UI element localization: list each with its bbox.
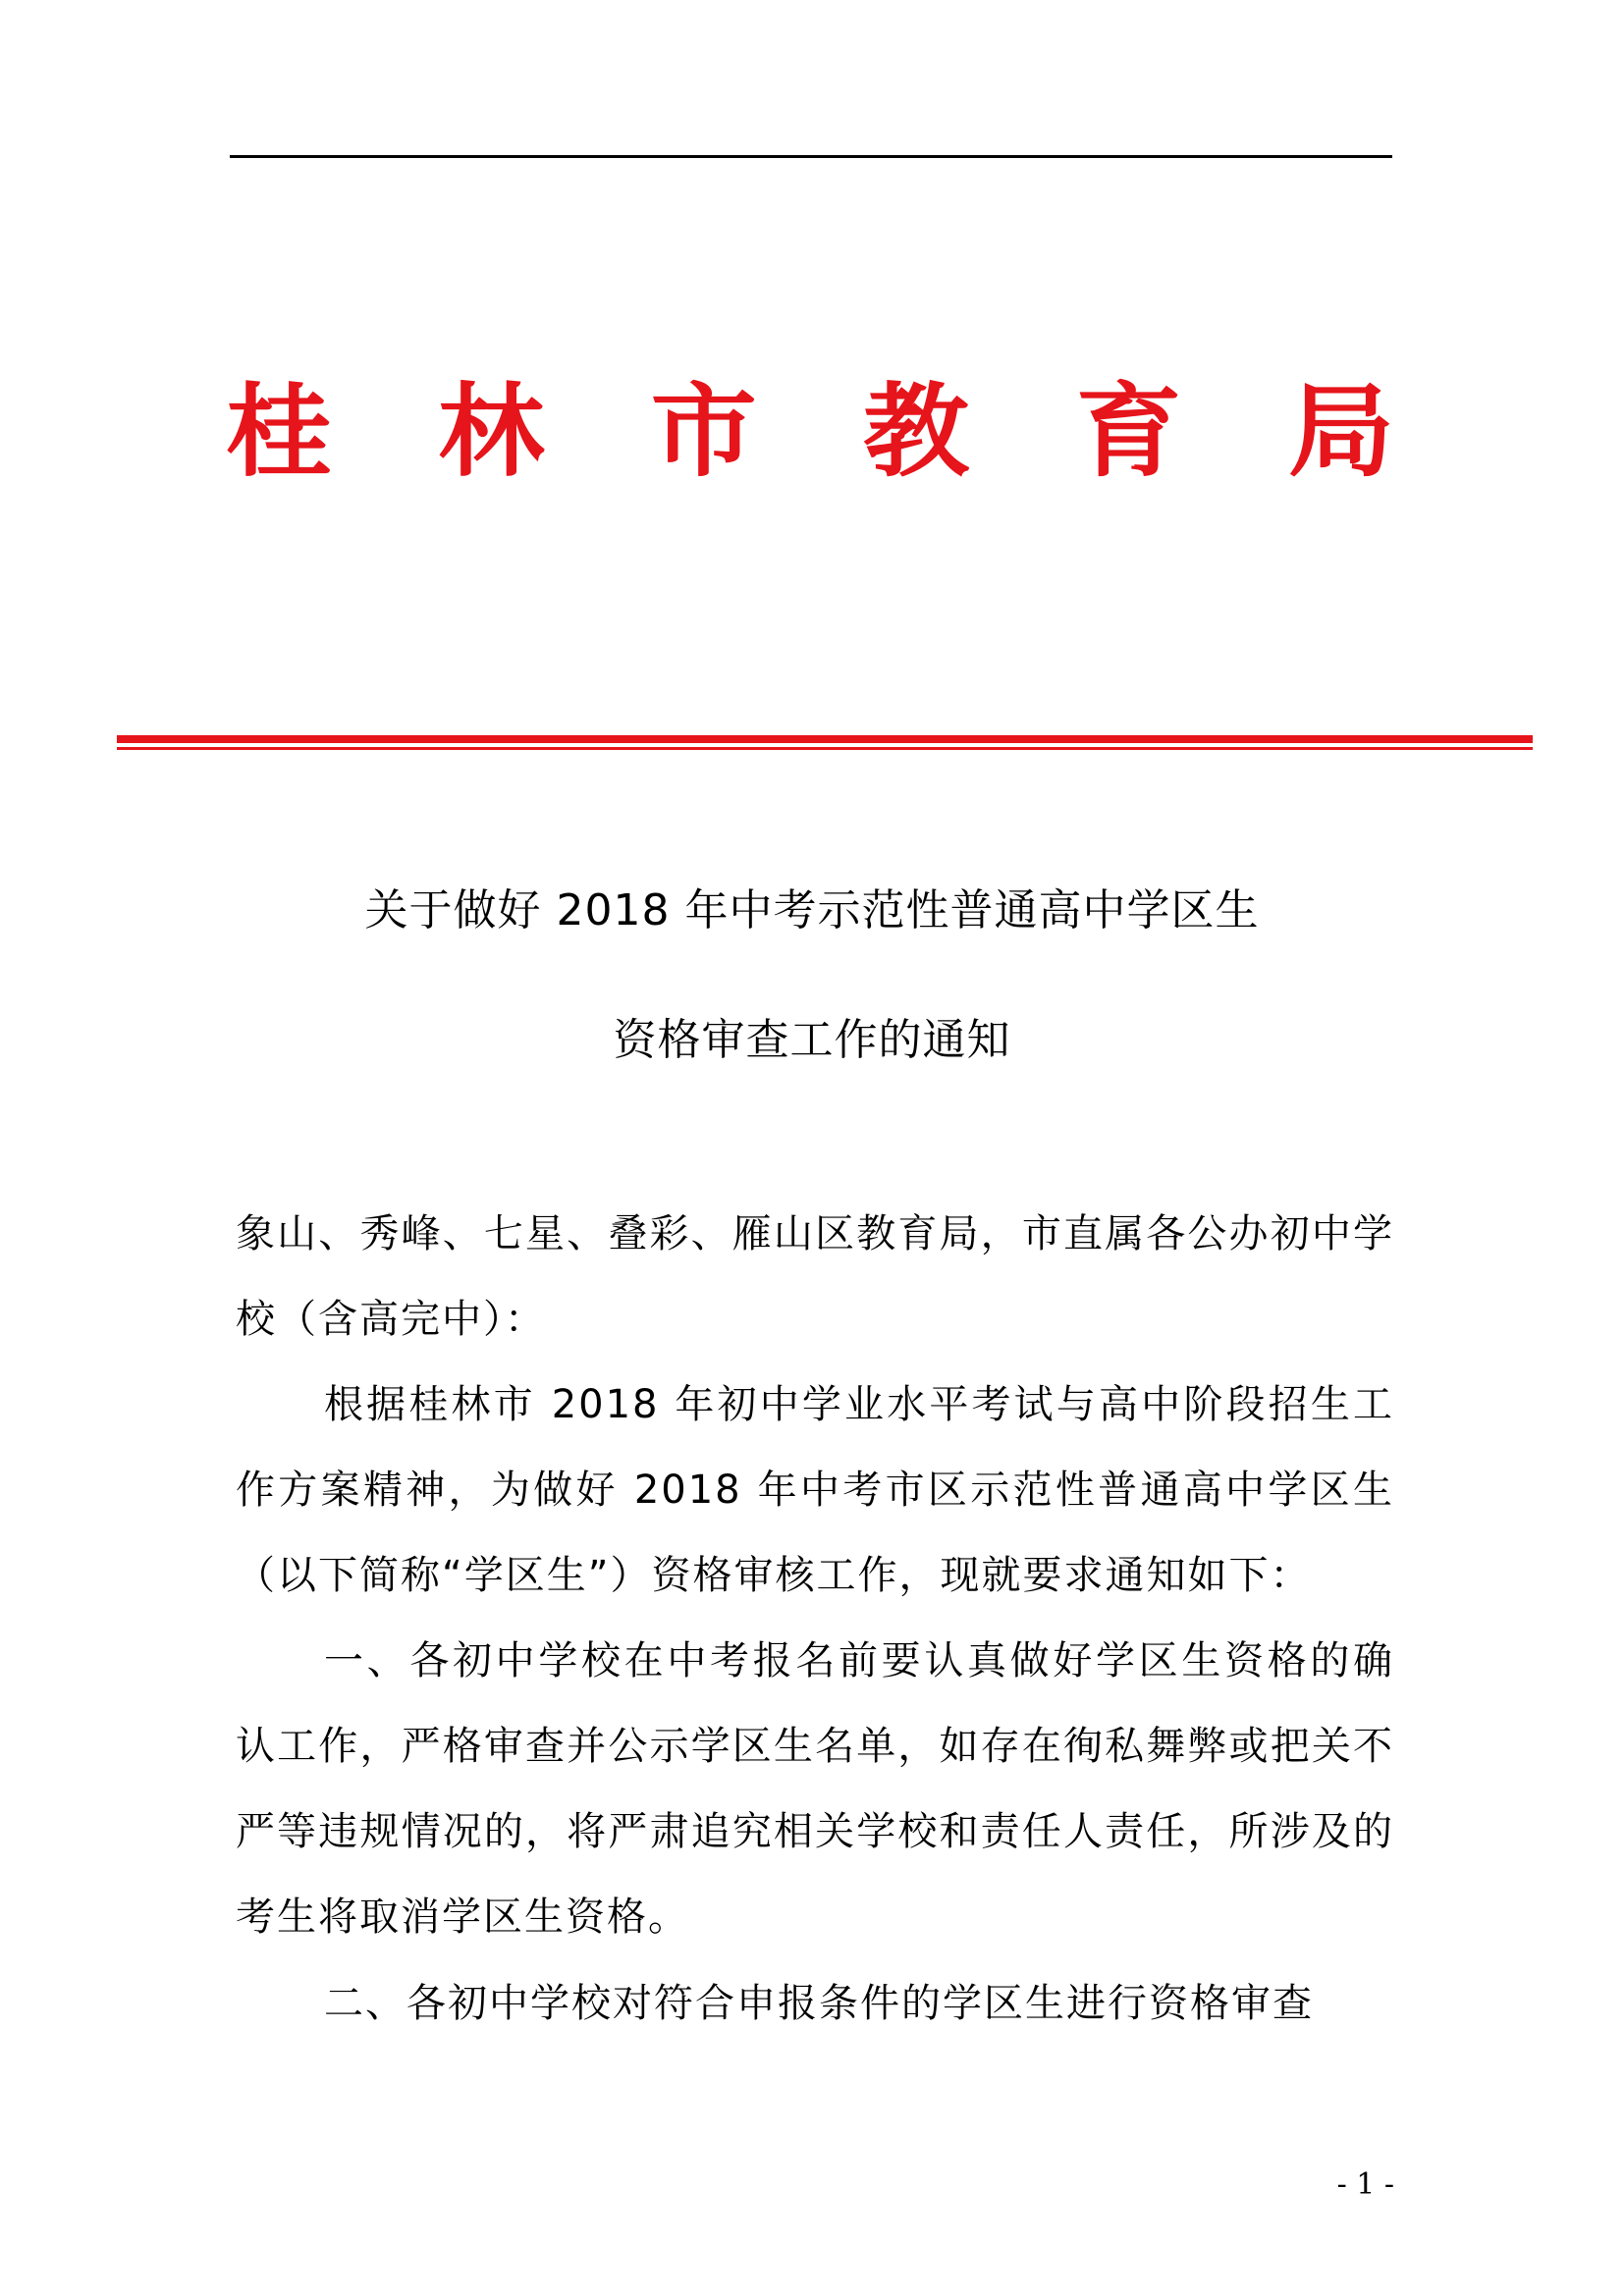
top-rule [230,155,1392,158]
red-divider-thick [117,735,1533,743]
letterhead-char: 林 [438,373,545,491]
red-divider-thin [117,747,1533,750]
letterhead-char: 市 [650,373,757,491]
paragraph: 一、各初中学校在中考报名前要认真做好学区生资格的确认工作，严格审查并公示学区生名单，如存在徇私舞弊或把关不严等违规情况的，将严肃追究相关学校和责任人责任，所涉及的考生将取消学区生资格。 [236,1638,1394,1940]
document-title-line-1: 关于做好 2018 年中考示范性普通高中学区生 [364,885,1260,935]
letterhead-char: 局 [1287,373,1394,491]
letterhead-char: 育 [1075,373,1182,491]
paragraph: 二、各初中学校对符合申报条件的学区生进行资格审查 [324,1981,1314,2026]
addressee: 象山、秀峰、七星、叠彩、雁山区教育局，市直属各公办初中学校（含高完中）： [236,1211,1394,1342]
document-title-line-2: 资格审查工作的通知 [613,1015,1011,1065]
page-number: - 1 - [1336,2167,1394,2202]
letterhead [226,368,1394,496]
letterhead-char: 桂 [226,373,333,491]
paragraph: 根据桂林市 2018 年初中学业水平考试与高中阶段招生工作方案精神，为做好 2018 年中考市区示范性普通高中学区生（以下简称“学区生”）资格审核工作，现就要求通知如下： [236,1382,1394,1598]
letterhead-char: 教 [863,373,970,491]
